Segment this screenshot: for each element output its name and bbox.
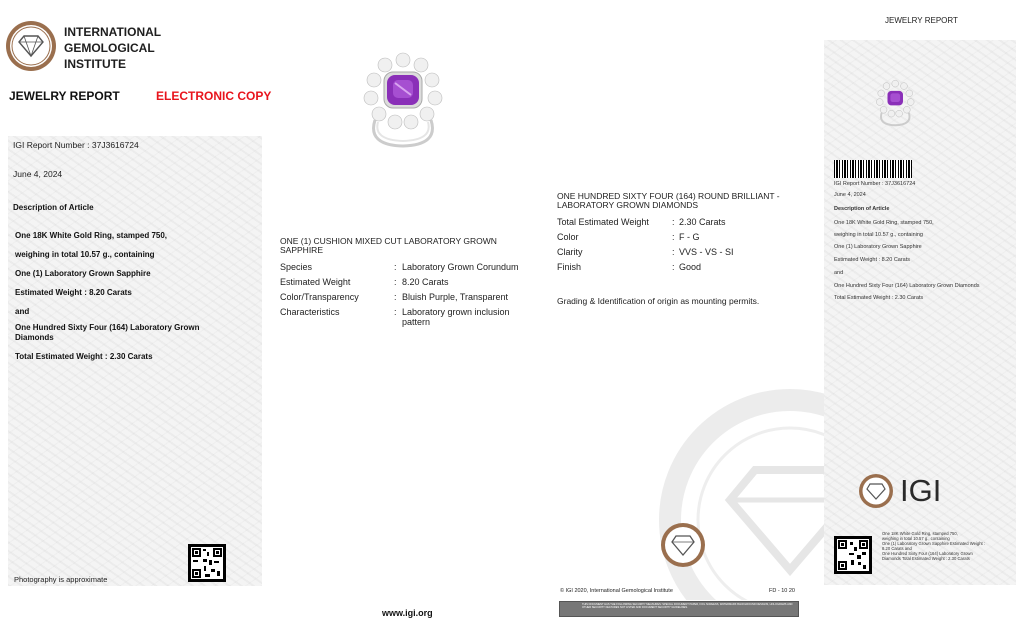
diamonds-row-finish bbox=[557, 262, 807, 274]
row-value: Laboratory Grown Corundum bbox=[402, 262, 519, 272]
row-label: Estimated Weight bbox=[280, 277, 351, 287]
stub-line: Diamonds Total Estimated Weight : 2.30 Carats bbox=[882, 556, 970, 561]
row-separator: : bbox=[394, 262, 397, 272]
stub-line: One 18K White Gold Ring, stamped 750, bbox=[882, 531, 958, 536]
grading-note: Grading & Identification of origin as mounting permits. bbox=[557, 296, 760, 306]
security-text: THIS DOCUMENT HAS THE FOLLOWING SECURITY MEASURES: SPECIAL DOCUMENT PAPER, FOIL SCREENS, WATERMARK BACKGROUND DESIGNS, HOLOGRAMS AND OTHER SECURITY FEATURES NOT LISTED AND DOCUMENT SECURITY GUIDELINES. bbox=[582, 603, 793, 610]
row-separator: : bbox=[672, 232, 675, 242]
sapphire-row-weight bbox=[280, 277, 540, 289]
sapphire-row-species bbox=[280, 262, 540, 274]
stub-line: One (1) Laboratory Grown Sapphire Estimated Weight : bbox=[882, 541, 986, 546]
desc-line: One Hundred Sixty Four (164) Laboratory Grown bbox=[15, 323, 200, 332]
row-value: Laboratory grown inclusion pattern bbox=[402, 307, 510, 327]
right-report-title: JEWELRY REPORT bbox=[885, 16, 958, 25]
desc-line: and bbox=[15, 307, 30, 316]
right-report-number: IGI Report Number : 37J3616724 bbox=[834, 181, 916, 187]
row-separator: : bbox=[394, 277, 397, 287]
row-value: Bluish Purple, Transparent bbox=[402, 292, 509, 302]
diamonds-heading: ONE HUNDRED SIXTY FOUR (164) ROUND BRILLIANT - LABORATORY GROWN DIAMONDS bbox=[557, 191, 780, 210]
stub-line: weighing in total 10.57 g., containing bbox=[882, 536, 950, 541]
row-label: Color/Transparency bbox=[280, 292, 359, 302]
row-value: 8.20 Carats bbox=[402, 277, 449, 287]
row-value: F - G bbox=[679, 232, 700, 242]
ring-photo-small bbox=[872, 78, 918, 128]
row-separator: : bbox=[394, 307, 397, 317]
qr-code[interactable] bbox=[188, 544, 226, 582]
report-title: JEWELRY REPORT bbox=[9, 89, 120, 103]
desc-line: weighing in total 10.57 g., containing bbox=[15, 250, 155, 259]
diamonds-row-color bbox=[557, 232, 807, 244]
row-label: Characteristics bbox=[280, 307, 340, 317]
row-separator: : bbox=[672, 247, 675, 257]
report-number: IGI Report Number : 37J3616724 bbox=[13, 140, 139, 150]
row-value: Good bbox=[679, 262, 702, 272]
row-label: Clarity bbox=[557, 247, 583, 257]
desc-line: One 18K White Gold Ring, stamped 750, bbox=[15, 231, 168, 240]
right-description-heading: Description of Article bbox=[834, 206, 890, 212]
qr-code-small[interactable] bbox=[834, 536, 872, 574]
sapphire-row-characteristics bbox=[280, 307, 540, 331]
row-separator: : bbox=[672, 262, 675, 272]
igi-seal-logo bbox=[5, 20, 57, 72]
security-strip bbox=[559, 601, 799, 617]
row-separator: : bbox=[672, 217, 675, 227]
right-desc-line: Estimated Weight : 8.20 Carats bbox=[834, 257, 911, 263]
right-desc-line: Total Estimated Weight : 2.30 Carats bbox=[834, 295, 924, 301]
right-desc-line: and bbox=[834, 270, 844, 276]
sapphire-heading: ONE (1) CUSHION MIXED CUT LABORATORY GROWN SAPPHIRE bbox=[280, 236, 497, 255]
right-desc-line: weighing in total 10.57 g., containing bbox=[834, 232, 923, 238]
desc-line: Estimated Weight : 8.20 Carats bbox=[15, 288, 132, 297]
report-date: June 4, 2024 bbox=[13, 169, 63, 179]
website-link[interactable]: www.igi.org bbox=[382, 608, 433, 618]
photo-note: Photography is approximate bbox=[14, 575, 108, 584]
barcode bbox=[834, 160, 912, 178]
row-label: Finish bbox=[557, 262, 582, 272]
electronic-copy-label: ELECTRONIC COPY bbox=[156, 89, 272, 103]
igi-brand-text: IGI bbox=[900, 473, 942, 508]
row-value: 2.30 Carats bbox=[679, 217, 726, 227]
stub-text bbox=[882, 531, 1014, 561]
row-value: VVS - VS - SI bbox=[679, 247, 734, 257]
form-code: FD - 10 20 bbox=[769, 588, 795, 594]
igi-seal-small bbox=[660, 522, 706, 568]
desc-line: Diamonds bbox=[15, 333, 54, 342]
row-separator: : bbox=[394, 292, 397, 302]
org-name-line3: INSTITUTE bbox=[64, 57, 126, 71]
row-label: Species bbox=[280, 262, 313, 272]
org-name-line1: INTERNATIONAL bbox=[64, 25, 162, 39]
diamonds-row-weight bbox=[557, 217, 807, 229]
desc-line: One (1) Laboratory Grown Sapphire bbox=[15, 269, 151, 278]
igi-brand-logo bbox=[858, 472, 954, 510]
org-name-line2: GEMOLOGICAL bbox=[64, 41, 155, 55]
right-desc-line: One 18K White Gold Ring, stamped 750, bbox=[834, 220, 934, 226]
description-heading: Description of Article bbox=[13, 203, 94, 212]
row-label: Total Estimated Weight bbox=[557, 217, 649, 227]
desc-line: Total Estimated Weight : 2.30 Carats bbox=[15, 352, 153, 361]
sapphire-row-color bbox=[280, 292, 540, 304]
stub-line: One Hundred Sixty Four (164) Laboratory Grown bbox=[882, 551, 973, 556]
copyright-text: © IGI 2020, International Gemological Institute bbox=[560, 588, 673, 594]
right-report-date: June 4, 2024 bbox=[834, 192, 866, 198]
row-label: Color bbox=[557, 232, 579, 242]
org-name bbox=[64, 24, 161, 72]
right-desc-line: One Hundred Sixty Four (164) Laboratory Grown Diamonds bbox=[834, 283, 980, 289]
right-desc-line: One (1) Laboratory Grown Sapphire bbox=[834, 244, 922, 250]
diamonds-row-clarity bbox=[557, 247, 807, 259]
stub-line: 8.20 Carats and bbox=[882, 546, 912, 551]
ring-photo bbox=[355, 50, 450, 150]
